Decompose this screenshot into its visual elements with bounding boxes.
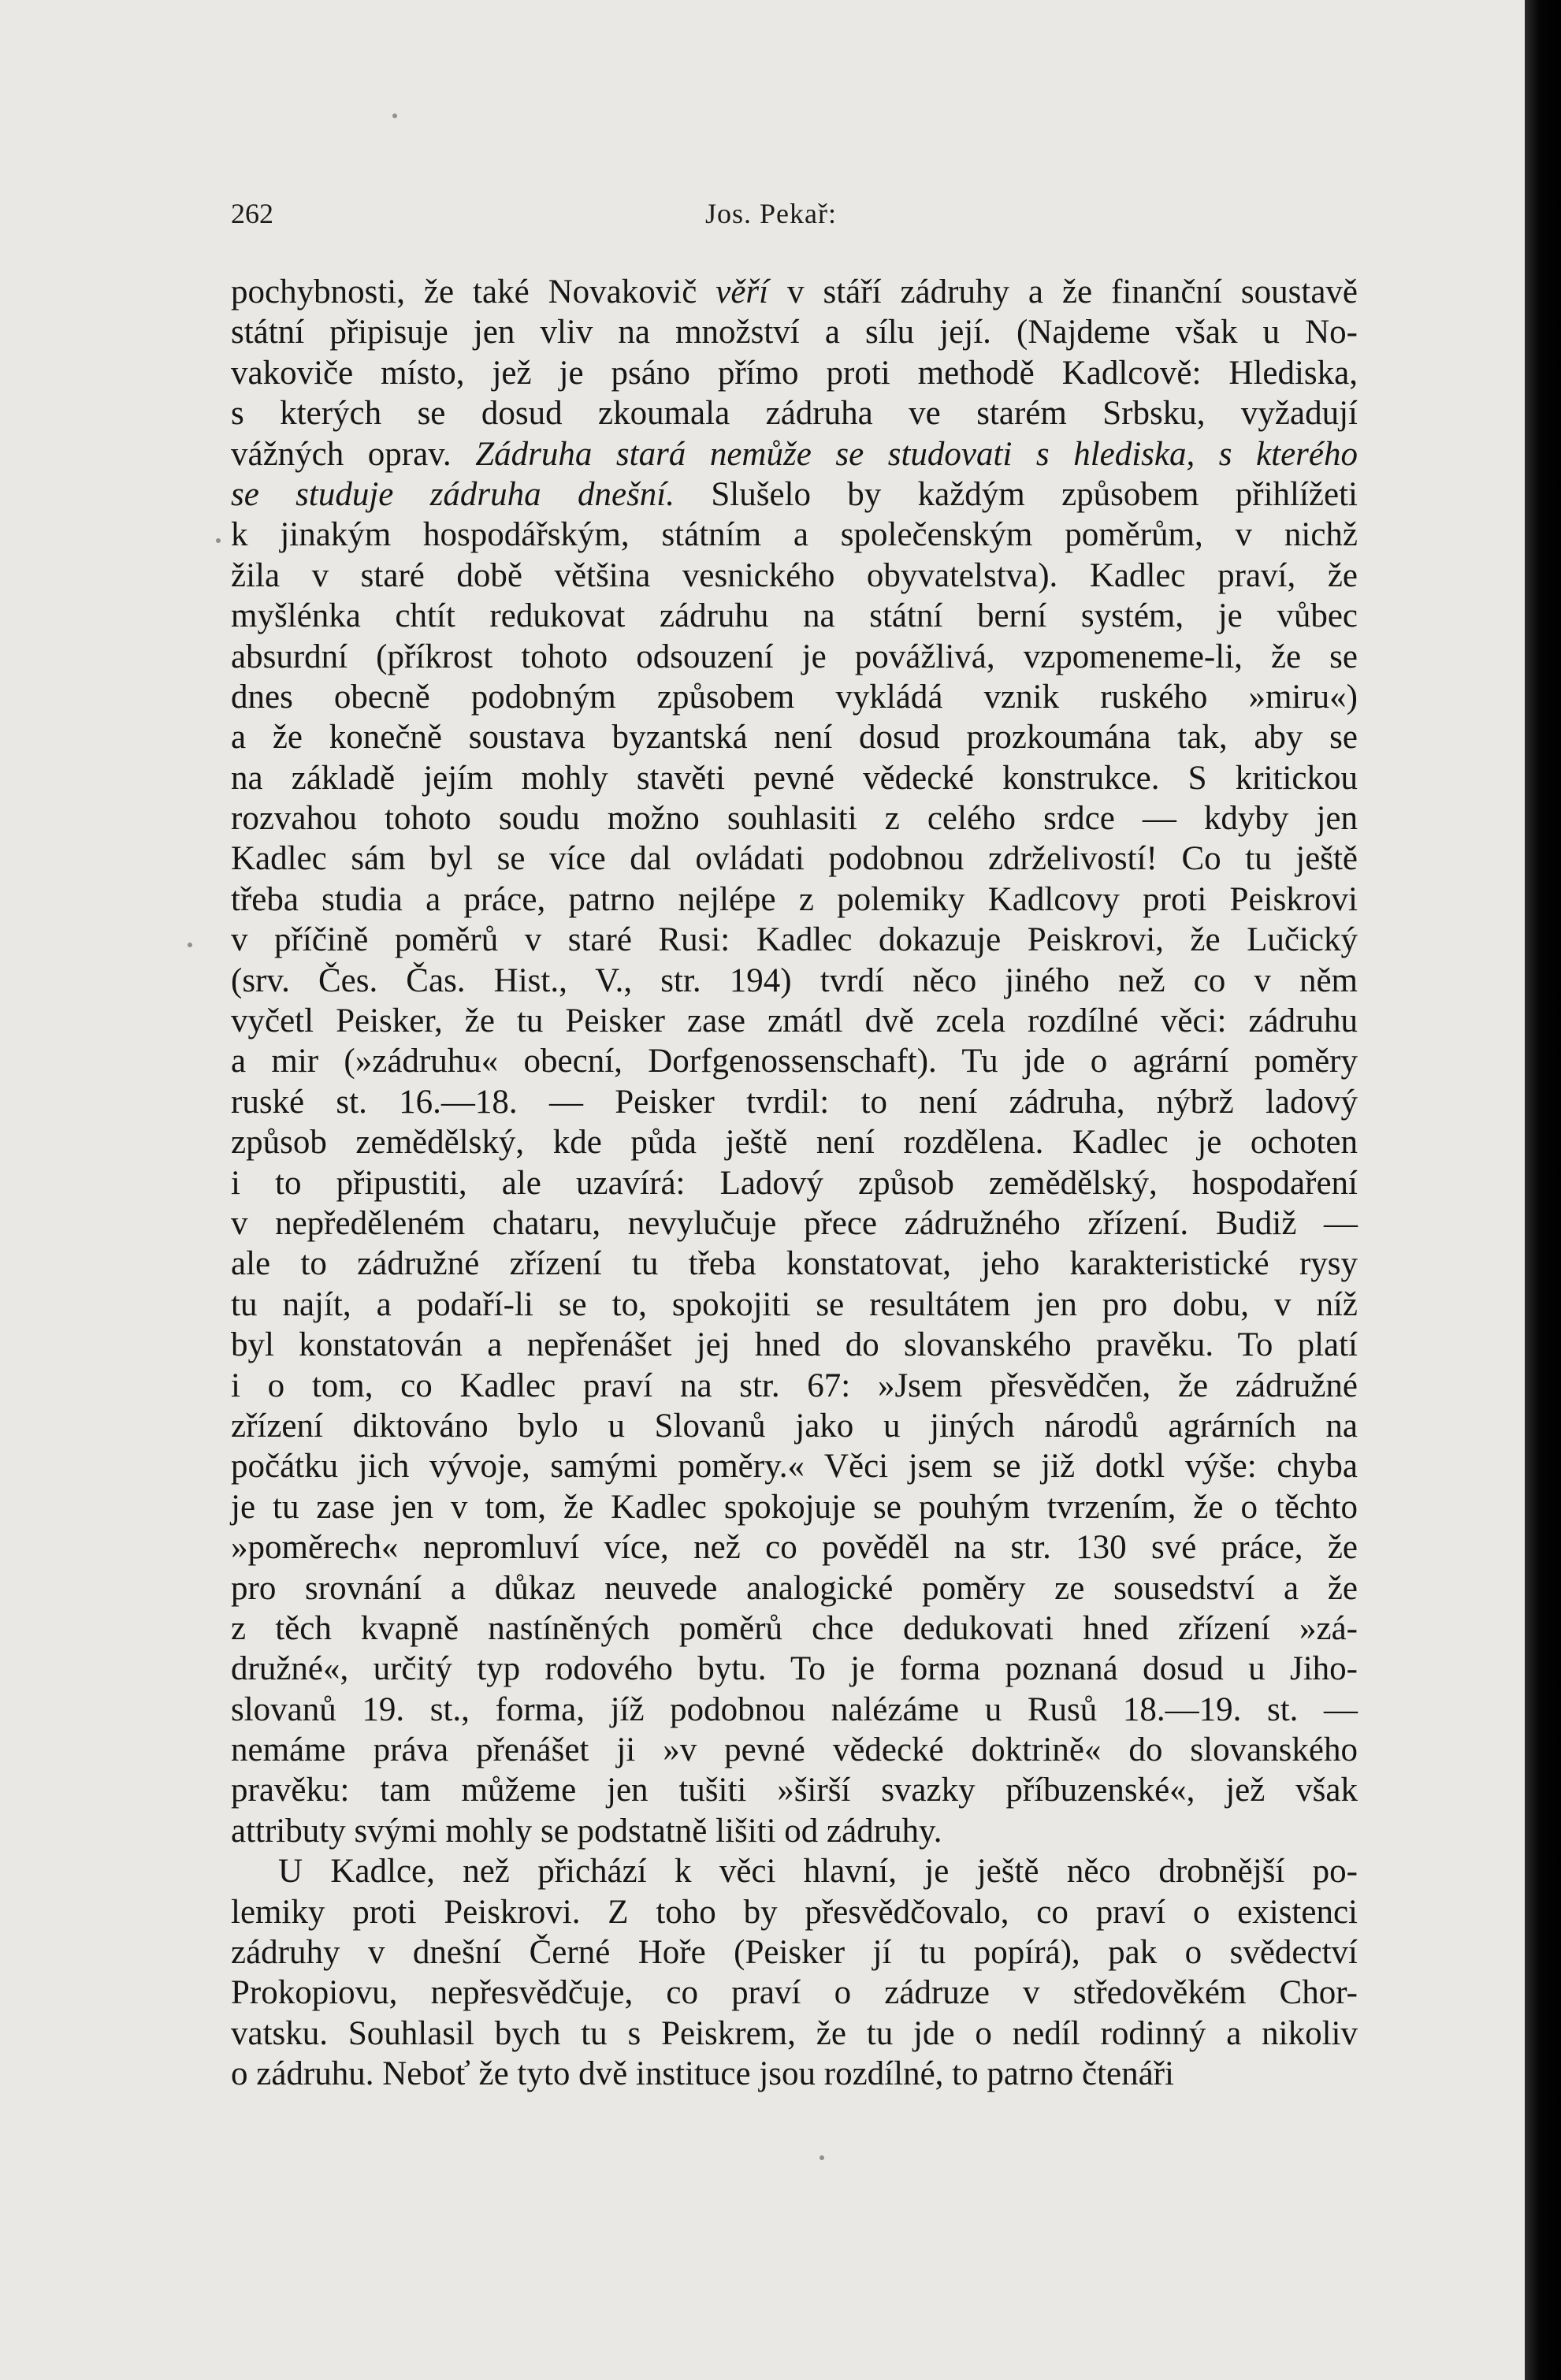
text-run: vážných oprav. [231,435,476,473]
text-line [231,515,1358,555]
text-line [231,879,1358,920]
text-line [231,474,1358,515]
text-line [231,353,1358,393]
body-text [231,272,1358,2095]
text-run: Kadlec sám byl se více dal ovládati podobnou zdrželivostí! Co tu ještě [231,840,1358,878]
text-line [231,798,1358,839]
text-line [231,1730,1358,1770]
text-line [231,717,1358,757]
page-header [231,197,1358,244]
text-run: Slušelo by každým způsobem přihlížeti [675,475,1358,513]
text-run: o zádruhu. Neboť že tyto dvě instituce jsou rozdílné, to patrno čtenáři [231,2055,1174,2093]
text-line [231,1811,1358,1851]
text-run: byl konstatován a nepřenášet jej hned do slovanského pravěku. To platí [231,1326,1358,1364]
text-line [231,1041,1358,1081]
text-run: zřízení diktováno bylo u Slovanů jako u jiných národů agrárních na [231,1407,1358,1445]
text-line [231,961,1358,1001]
text-line [231,1122,1358,1162]
text-run: pochybnosti, že také Novakovič [231,273,716,311]
text-run: tu najít, a podaří-li se to, spokojiti se resultátem jen pro dobu, v níž [231,1285,1358,1323]
text-run: lemiky proti Peiskrovi. Z toho by přesvědčovalo, co praví o existenci [231,1893,1358,1931]
text-line [231,2054,1358,2094]
text-run: k jinakým hospodářským, státním a společenským poměrům, v nichž [231,516,1358,554]
text-run: rozvahou tohoto soudu možno souhlasiti z celého srdce — kdyby jen [231,800,1358,838]
text-run: slovanů 19. st., forma, jíž podobnou nalézáme u Rusů 18.—19. st. — [231,1690,1358,1728]
text-line [231,2014,1358,2054]
text-line [231,637,1358,677]
text-run: i to připustiti, ale uzavírá: Ladový způsob zemědělský, hospodaření [231,1164,1358,1202]
text-line [231,1649,1358,1689]
text-line [231,1892,1358,1932]
text-line [231,556,1358,596]
text-run: attributy svými mohly se podstatně lišiti od zádruhy. [231,1812,942,1850]
text-run: na základě jejím mohly stavěti pevné vědecké konstrukce. S kritickou [231,759,1358,797]
running-head: Jos. Pekař: [705,198,837,229]
text-line [231,1285,1358,1325]
text-run: pravěku: tam můžeme jen tušiti »širší svazky příbuzenské«, jež však [231,1772,1358,1809]
text-run: U Kadlce, než přichází k věci hlavní, je ještě něco drobnější po- [278,1853,1358,1891]
scan-speck [820,2155,824,2160]
text-line [231,1366,1358,1406]
page-number: 262 [231,198,273,229]
text-run: nemáme práva přenášet ji »v pevné vědecké doktrině« do slovanského [231,1731,1358,1769]
text-line [231,1568,1358,1608]
text-line [231,1851,1358,1891]
text-line [231,1001,1358,1041]
text-line [231,312,1358,352]
text-line [231,1973,1358,2013]
text-line [231,677,1358,717]
text-run: družné«, určitý typ rodového bytu. To je forma poznaná dosud u Jiho- [231,1650,1358,1688]
scan-speck [216,538,221,543]
italic-run: Zádruha stará nemůže se studovati s hlediska, s kterého [475,435,1358,473]
text-line [231,1163,1358,1203]
text-run: státní připisuje jen vliv na množství a sílu její. (Najdeme však u No- [231,314,1358,351]
italic-run: se studuje zádruha dnešní. [231,475,675,513]
text-run: a že konečně soustava byzantská není dosud prozkoumána tak, aby se [231,719,1358,757]
text-run: myšlénka chtít redukovat zádruhu na státní berní systém, je vůbec [231,597,1358,635]
text-run: zádruhy v dnešní Černé Hoře (Peisker jí tu popírá), pak o svědectví [231,1934,1358,1972]
text-line [231,393,1358,433]
text-run: s kterých se dosud zkoumala zádruha ve starém Srbsku, vyžadují [231,395,1358,433]
text-run: Prokopiovu, nepřesvědčuje, co praví o zádruze v středověkém Chor- [231,1974,1358,2012]
scan-border [1525,0,1561,2380]
text-run: (srv. Čes. Čas. Hist., V., str. 194) tvrdí něco jiného než co v něm [231,961,1358,999]
text-run: vyčetl Peisker, že tu Peisker zase zmátl dvě zcela rozdílné věci: zádruhu [231,1002,1358,1040]
text-run: »poměrech« nepromluví více, než co pověděl na str. 130 své práce, že [231,1529,1358,1567]
text-run: i o tom, co Kadlec praví na str. 67: »Jsem přesvědčen, že zádružné [231,1367,1358,1404]
text-run: vakoviče místo, jež je psáno přímo proti methodě Kadlcově: Hlediska, [231,354,1358,392]
scan-speck [188,943,192,947]
text-run: absurdní (příkrost tohoto odsouzení je povážlivá, vzpomeneme-li, že se [231,638,1358,675]
text-line [231,1608,1358,1649]
text-line [231,1690,1358,1730]
italic-run: věří [715,273,769,311]
text-run: z těch kvapně nastíněných poměrů chce dedukovati hned zřízení »zá- [231,1609,1358,1647]
text-run: způsob zemědělský, kde půda ještě není rozdělena. Kadlec je ochoten [231,1124,1358,1162]
text-line [231,920,1358,960]
text-run: vatsku. Souhlasil bych tu s Peiskrem, že tu jde o nedíl rodinný a nikoliv [231,2014,1358,2052]
text-line [231,596,1358,636]
text-run: v příčině poměrů v staré Rusi: Kadlec dokazuje Peiskrovi, že Lučický [231,921,1358,959]
text-line [231,839,1358,879]
text-run: třeba studia a práce, patrno nejlépe z polemiky Kadlcovy proti Peiskrovi [231,880,1358,918]
text-line [231,272,1358,312]
text-run: je tu zase jen v tom, že Kadlec spokojuje se pouhým tvrzením, že o těchto [231,1488,1358,1526]
text-run: v stáří zádruhy a že finanční soustavě [768,273,1358,311]
text-run: ruské st. 16.—18. — Peisker tvrdil: to není zádruha, nýbrž ladový [231,1083,1358,1121]
text-line [231,1203,1358,1244]
text-run: dnes obecně podobným způsobem vykládá vznik ruského »miru«) [231,678,1358,716]
text-run: v nepředěleném chataru, nevylučuje přece zádružného zřízení. Budiž — [231,1204,1358,1242]
text-run: počátku jich vývoje, samými poměry.« Věci jsem se již dotkl výše: chyba [231,1448,1358,1486]
text-line [231,1487,1358,1527]
text-run: ale to zádružné zřízení tu třeba konstatovat, jeho karakteristické rysy [231,1245,1358,1283]
text-line [231,1770,1358,1810]
text-run: žila v staré době většina vesnického obyvatelstva). Kadlec praví, že [231,556,1358,594]
text-run: a mir (»zádruhu« obecní, Dorfgenossenschaft). Tu jde o agrární poměry [231,1043,1358,1080]
text-line [231,1446,1358,1486]
text-line [231,434,1358,474]
text-run: pro srovnání a důkaz neuvede analogické poměry ze sousedství a že [231,1569,1358,1607]
text-line [231,1932,1358,1973]
scan-speck [392,113,397,118]
text-line [231,1325,1358,1365]
text-line [231,1406,1358,1446]
text-line [231,1244,1358,1284]
text-line [231,1082,1358,1122]
text-line [231,758,1358,798]
text-line [231,1527,1358,1567]
